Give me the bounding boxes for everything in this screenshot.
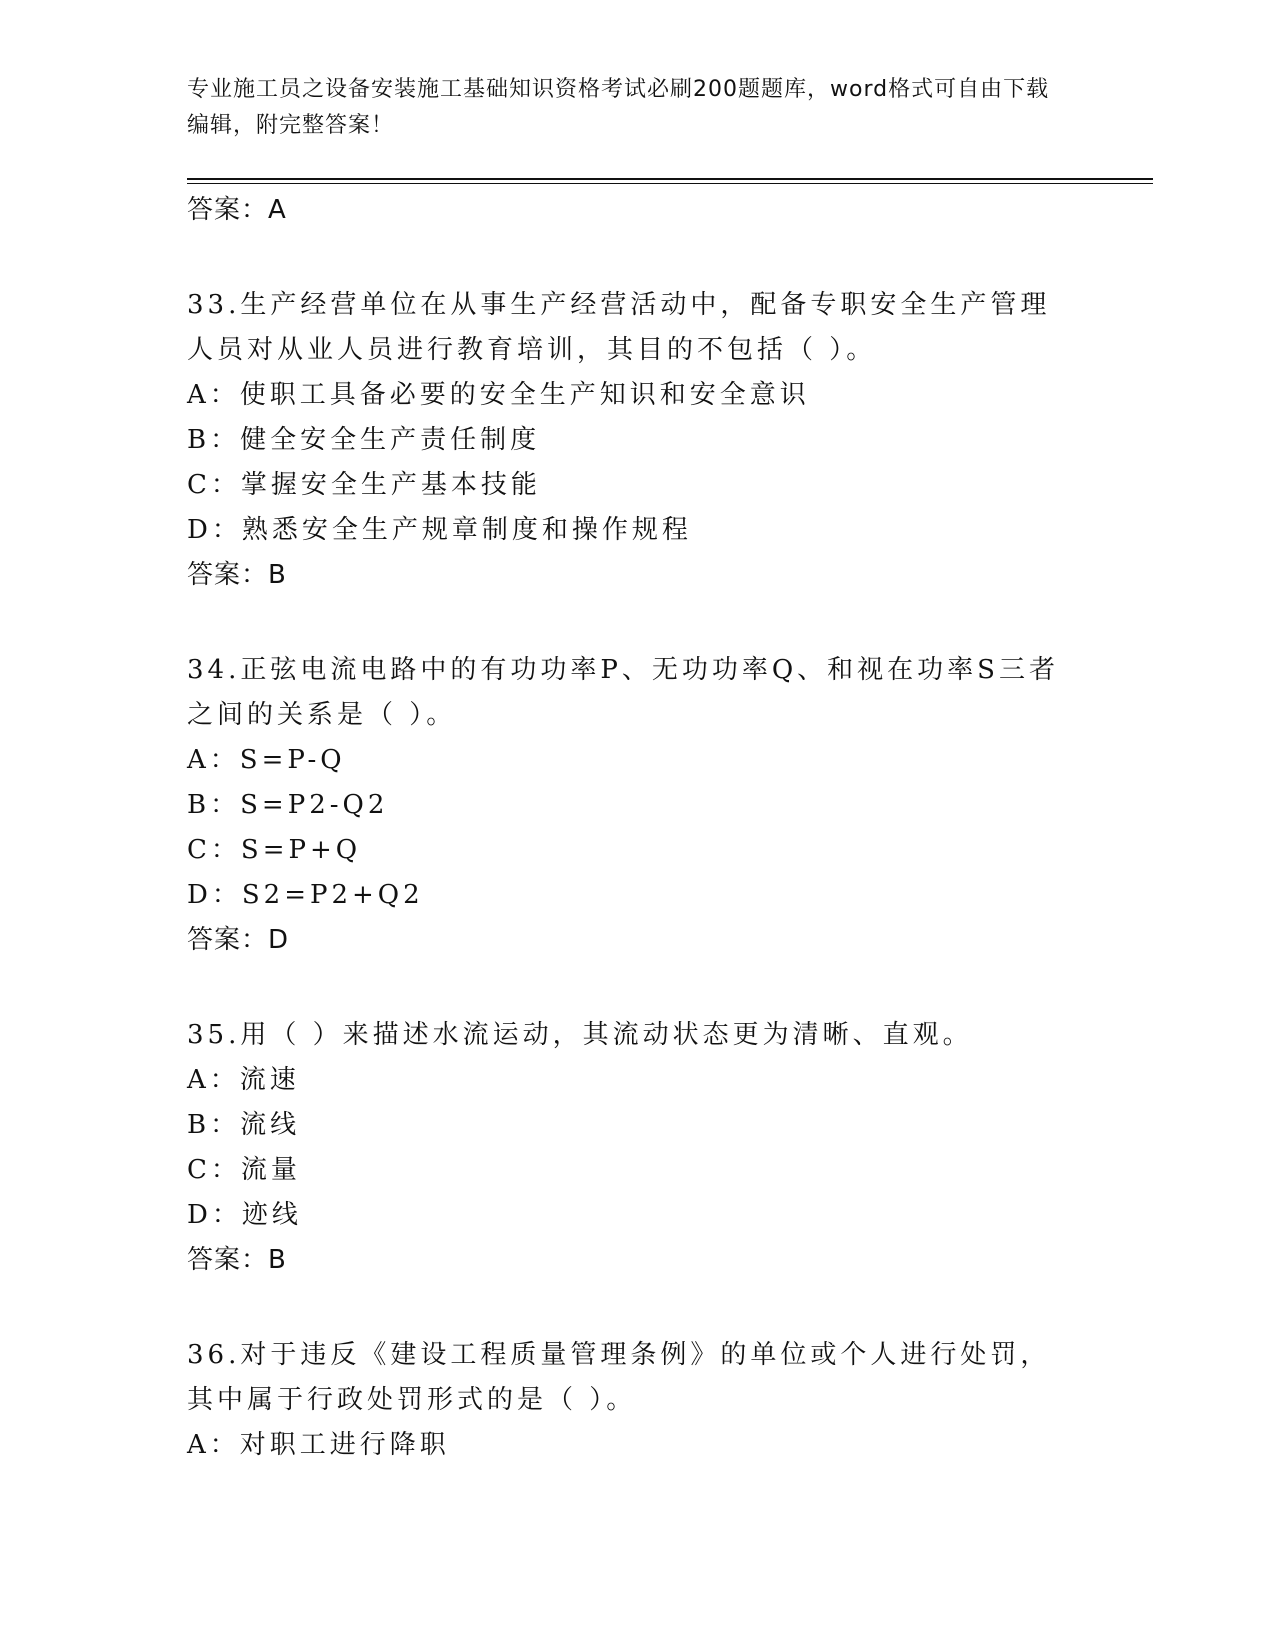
question-text: 35.用（ ）来描述水流运动，其流动状态更为清晰、直观。 — [187, 1020, 973, 1050]
question-text: 34.正弦电流电路中的有功功率P、无功功率Q、和视在功率S三者之间的关系是（ ）。 — [187, 655, 1059, 730]
header-divider-thin — [187, 183, 1153, 184]
option-b: B：S=P2-Q2 — [187, 790, 389, 820]
question-text: 33.生产经营单位在从事生产经营活动中，配备专职安全生产管理人员对从业人员进行教育培训，其目的不包括（ ）。 — [187, 290, 1051, 365]
question-35 — [187, 1013, 1087, 1283]
question-text: 36.对于违反《建设工程质量管理条例》的单位或个人进行处罚，其中属于行政处罚形式的是（ ）。 — [187, 1340, 1051, 1415]
option-d: D：熟悉安全生产规章制度和操作规程 — [187, 515, 692, 545]
option-b: B：健全安全生产责任制度 — [187, 425, 541, 455]
question-33 — [187, 283, 1087, 598]
option-d: D：迹线 — [187, 1200, 302, 1230]
option-a: A：流速 — [187, 1065, 300, 1095]
option-a: A：使职工具备必要的安全生产知识和安全意识 — [187, 380, 810, 410]
option-c: C：流量 — [187, 1155, 301, 1185]
question-list — [187, 188, 1087, 1468]
document-header: 专业施工员之设备安装施工基础知识资格考试必刷200题题库，word格式可自由下载编辑，附完整答案！ — [187, 77, 1050, 138]
answer-line: 答案：D — [187, 925, 290, 955]
option-c: C：掌握安全生产基本技能 — [187, 470, 541, 500]
answer-line: 答案：B — [187, 560, 287, 590]
option-a: A：S=P-Q — [187, 745, 346, 775]
option-d: D：S2=P2+Q2 — [187, 880, 424, 910]
answer-line: 答案：B — [187, 1245, 287, 1275]
option-a: A：对职工进行降职 — [187, 1430, 450, 1460]
header-divider — [187, 178, 1153, 180]
option-c: C：S=P+Q — [187, 835, 362, 865]
question-36 — [187, 1333, 1087, 1468]
option-b: B：流线 — [187, 1110, 301, 1140]
answer-line: 答案：A — [187, 195, 287, 225]
question-34 — [187, 648, 1087, 963]
